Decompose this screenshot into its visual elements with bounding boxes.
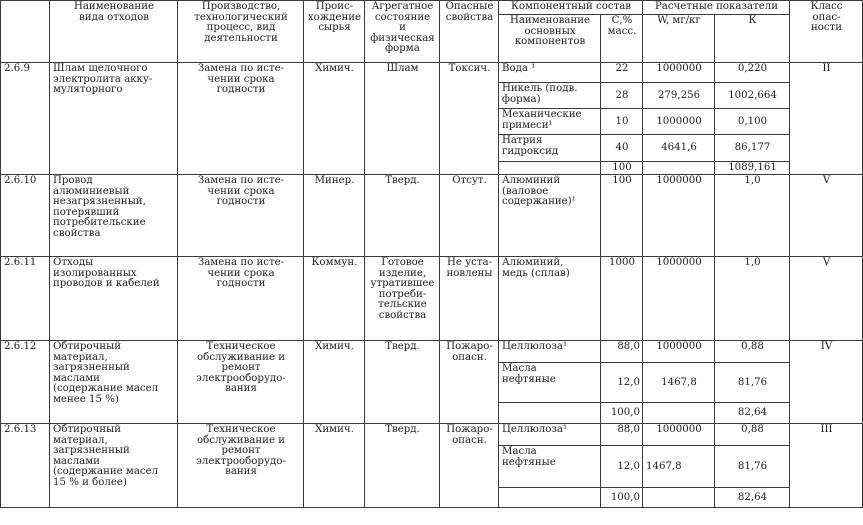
row-code: 2.6.10 [1,175,50,257]
component-name: Вода ¹ [499,63,601,83]
component-concentration: 12,0 [601,363,643,403]
total-label-empty [499,162,601,175]
row-class: II [790,63,863,175]
component-k: 0,88 [715,341,790,363]
row-origin: Минер. [304,175,365,257]
total-label-empty [499,403,601,424]
header-hazard-class: Класс опас- ности [790,1,863,63]
component-concentration: 22 [601,63,643,83]
component-k: 0,100 [715,109,790,135]
component-k: 81,76 [715,363,790,403]
row-process: Замена по исте- чении срока годности [178,257,304,341]
row-origin: Химич. [304,424,365,508]
row-class: V [790,175,863,257]
header-k: К [715,15,790,63]
row-state: Шлам [365,63,440,175]
row-process: Замена по исте- чении срока годности [178,175,304,257]
component-k: 81,76 [715,446,790,488]
total-w-empty [643,162,715,175]
header-w: W, мг/кг [643,15,715,63]
component-name: Целлюлоза¹ [499,341,601,363]
total-w-empty [643,488,715,508]
component-w: 1000000 [643,63,715,83]
row-hazard: Пожаро- опасн. [440,424,499,508]
component-k: 1002,664 [715,83,790,109]
row-hazard: Не уста- новлены [440,257,499,341]
row-name: Отходы изолированных проводов и кабелей [50,257,178,341]
row-process: Техническое обслуживание и ремонт электрооборудо- вания [178,341,304,424]
component-k: 86,177 [715,135,790,162]
row-process: Техническое обслуживание и ремонт электрооборудо- вания [178,424,304,508]
row-name: Шлам щелочного электролита акку- муляторного [50,63,178,175]
row-state: Тверд. [365,341,440,424]
row-code: 2.6.9 [1,63,50,175]
total-concentration: 100,0 [601,488,643,508]
row-hazard: Пожаро- опасн. [440,341,499,424]
component-concentration: 88,0 [601,341,643,363]
header-composition: Компонентный состав [499,1,643,15]
header-origin: Проис- хождение сырья [304,1,365,63]
row-code: 2.6.12 [1,341,50,424]
component-concentration: 100 [601,175,643,257]
total-w-empty [643,403,715,424]
row-name: Обтирочный материал, загрязненный маслами (содержание масел менее 15 %) [50,341,178,424]
total-k: 1089,161 [715,162,790,175]
component-w: 1000000 [643,424,715,446]
row-process: Замена по исте- чении срока годности [178,63,304,175]
row-state: Готовое изделие, утратившее потреби- тельские свойства [365,257,440,341]
row-class: V [790,257,863,341]
component-concentration: 88,0 [601,424,643,446]
component-name: Натрия гидроксид [499,135,601,162]
component-name: Никель (подв. форма) [499,83,601,109]
component-name: Целлюлоза¹ [499,424,601,446]
component-name: Алюминий, медь (сплав) [499,257,601,341]
empty-header-cell [1,1,50,63]
component-concentration: 1000 [601,257,643,341]
component-concentration: 12,0 [601,446,643,488]
row-name: Обтирочный материал, загрязненный маслами (содержание масел 15 % и более) [50,424,178,508]
component-w: 1000000 [643,341,715,363]
row-class: III [790,424,863,508]
component-k: 0,88 [715,424,790,446]
component-w: 1000000 [643,109,715,135]
row-name: Провод алюминиевый незагрязненный, потерявший потребительские свойства [50,175,178,257]
header-main-components: Наименование основных компонентов [499,15,601,63]
component-name: Масла нефтяные [499,446,601,488]
header-calculated: Расчетные показатели [643,1,790,15]
component-w: 1467,8 [643,363,715,403]
component-name: Алюминий (валовое содержание)¹ [499,175,601,257]
component-name: Масла нефтяные [499,363,601,403]
row-code: 2.6.13 [1,424,50,508]
component-concentration: 40 [601,135,643,162]
total-concentration: 100,0 [601,403,643,424]
header-concentration: С,% масс. [601,15,643,63]
component-k: 0,220 [715,63,790,83]
total-label-empty [499,488,601,508]
header-process: Производство, технологический процесс, вид деятельности [178,1,304,63]
component-k: 1,0 [715,257,790,341]
component-w: 1000000 [643,257,715,341]
component-w: 4641,6 [643,135,715,162]
row-class: IV [790,341,863,424]
component-concentration: 10 [601,109,643,135]
row-hazard: Отсут. [440,175,499,257]
component-w: 1000000 [643,175,715,257]
total-k: 82,64 [715,403,790,424]
row-hazard: Токсич. [440,63,499,175]
header-state: Агрегатное состояние и физическая форма [365,1,440,63]
total-k: 82,64 [715,488,790,508]
component-w: 279,256 [643,83,715,109]
row-origin: Химич. [304,63,365,175]
component-name: Механические примеси¹ [499,109,601,135]
total-concentration: 100 [601,162,643,175]
row-state: Тверд. [365,175,440,257]
row-origin: Коммун. [304,257,365,341]
component-concentration: 28 [601,83,643,109]
component-k: 1,0 [715,175,790,257]
header-hazard: Опасные свойства [440,1,499,63]
row-origin: Химич. [304,341,365,424]
row-code: 2.6.11 [1,257,50,341]
header-waste-name: Наименование вида отходов [50,1,178,63]
row-state: Тверд. [365,424,440,508]
component-w: 1467,8 [643,446,715,488]
